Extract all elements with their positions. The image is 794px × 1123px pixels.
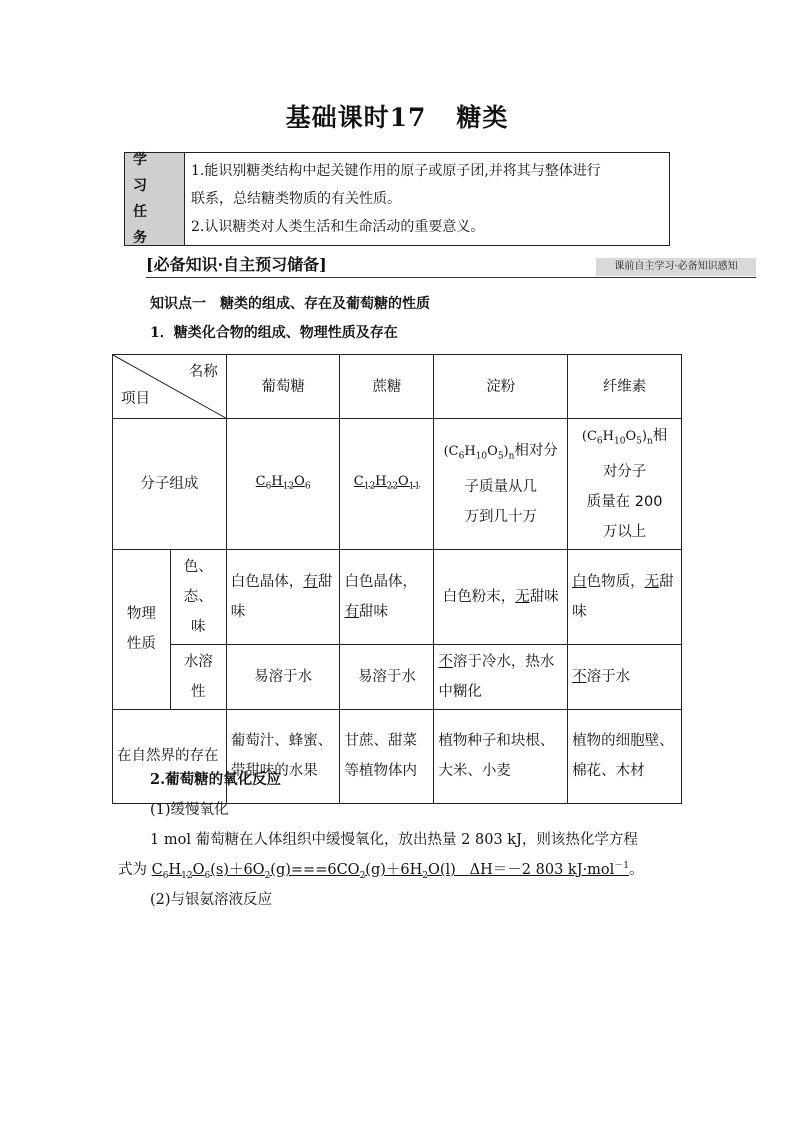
thermochemical-equation-line: 式为 $C_6H_{12}O_6(s)+6O_2(g)===6CO_2(g)+6H_2O(l)$ ΔH＝－2 803 kJ·mol$^{-1}$。: [118, 861, 644, 881]
subheading-composition: 1．糖类化合物的组成、物理性质及存在: [150, 325, 398, 341]
starch-composition: $(C_6H_{10}O_5)_n$相对分 子质量从几 万到几十万: [434, 419, 568, 550]
table-row-solubility: [113, 644, 682, 709]
row-label-color: 色、态、 味: [170, 549, 226, 644]
sucrose-color: 白色晶体，有甜味: [340, 549, 434, 644]
table-row-color: [113, 549, 682, 644]
cellulose-color: 白色物质，无甜味: [568, 549, 682, 644]
sucrose-formula: $C_{12}H_{22}O_{11}$: [340, 419, 434, 550]
row-label-physical: 物理 性质: [113, 549, 171, 709]
glucose-formula: $C_6H_{12}O_6$: [226, 419, 340, 550]
knowledge-point-heading: 知识点一 糖类的组成、存在及葡萄糖的性质: [150, 296, 430, 312]
paragraph-line-1: 1 mol 葡萄糖在人体组织中缓慢氧化，放出热量 2 803 kJ，则该热化学方程: [150, 832, 638, 848]
corner-item-label: 项目: [121, 391, 150, 407]
task-item-2: 2.认识糖类对人类生活和生命活动的重要意义。: [191, 219, 485, 235]
column-header-cellulose: 纤维素: [568, 355, 682, 419]
subheading-silver-ammonia: (2)与银氨溶液反应: [150, 892, 273, 908]
page-title: [0, 98, 794, 134]
cellulose-solubility: 不溶于水: [568, 644, 682, 709]
thermochemical-equation: $C_6H_{12}O_6(s)+6O_2(g)===6CO_2(g)+6H_2O(l)$ ΔH＝－2 803 kJ·mol$^{-1}$: [151, 861, 629, 881]
sugar-properties-table: [112, 354, 682, 804]
table-corner-cell: [113, 355, 227, 419]
subheading-oxidation: 2.葡萄糖的氧化反应: [150, 771, 282, 788]
glucose-color: 白色晶体，有甜味: [226, 549, 340, 644]
glucose-solubility: 易溶于水: [226, 644, 340, 709]
sucrose-solubility: 易溶于水: [340, 644, 434, 709]
starch-nature: 植物种子和块根、大米、小麦: [434, 709, 568, 803]
table-header-row: [113, 355, 682, 419]
column-header-glucose: 葡萄糖: [226, 355, 340, 419]
cellulose-nature: 植物的细胞壁、棉花、木材: [568, 709, 682, 803]
subheading-slow-oxidation: (1)缓慢氧化: [150, 802, 229, 818]
row-label-nature: 在自然界的存在: [113, 709, 227, 803]
row-label-solubility: 水溶 性: [170, 644, 226, 709]
section-heading: [必备知识·自主预习储备]: [146, 255, 327, 274]
section-tag: 课前自主学习·必备知识感知: [596, 258, 756, 276]
glucose-nature: 葡萄汁、蜂蜜、带甜味的水果: [226, 709, 340, 803]
learning-tasks-label: 学 习 任 务: [125, 153, 185, 245]
column-header-starch: 淀粉: [434, 355, 568, 419]
starch-color: 白色粉末，无甜味: [434, 549, 568, 644]
learning-tasks-content: [185, 153, 669, 245]
section-divider: [146, 277, 756, 278]
lesson-number: 基础课时17: [285, 103, 427, 132]
column-header-sucrose: 蔗糖: [340, 355, 434, 419]
learning-tasks-box: [124, 152, 670, 246]
starch-solubility: 不溶于冷水，热水中糊化: [434, 644, 568, 709]
corner-name-label: 名称: [188, 364, 218, 380]
cellulose-composition: $(C_6H_{10}O_5)_n$相 对分子 质量在 200 万以上: [568, 419, 682, 550]
task-item-1-line2: 联系，总结糖类物质的有关性质。: [191, 191, 401, 207]
lesson-topic: 糖类: [456, 103, 509, 132]
row-label-molecular: 分子组成: [113, 419, 227, 550]
sucrose-nature: 甘蔗、甜菜等植物体内: [340, 709, 434, 803]
table-row-molecular: [113, 419, 682, 550]
task-item-1-line1: 1.能识别糖类结构中起关键作用的原子或原子团,并将其与整体进行: [191, 163, 601, 179]
